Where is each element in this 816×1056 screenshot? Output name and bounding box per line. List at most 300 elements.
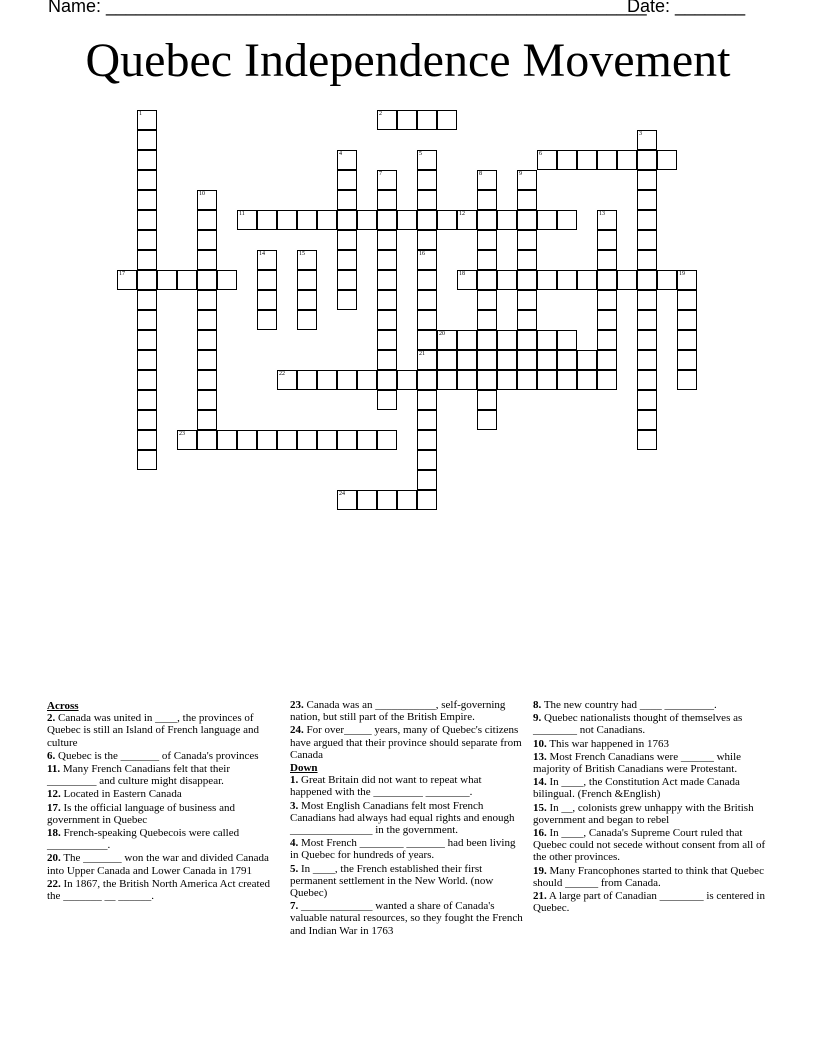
clue-number: 10: [199, 191, 205, 197]
clue-item-number: 19.: [533, 864, 547, 877]
clue-item-number: 15.: [533, 801, 547, 814]
grid-cell[interactable]: [597, 250, 617, 270]
clue-column-3: [533, 699, 767, 915]
grid-cell[interactable]: [337, 270, 357, 290]
grid-cell[interactable]: [677, 370, 697, 390]
clue-item-text: Located in Eastern Canada: [63, 788, 182, 801]
clue-item-text: Many Francophones started to think that Quebec should ______ from Canada.: [533, 864, 764, 889]
grid-cell[interactable]: [417, 150, 437, 170]
grid-cell[interactable]: [297, 270, 317, 290]
grid-cell[interactable]: [637, 330, 657, 350]
grid-cell[interactable]: [637, 230, 657, 250]
clue-number: 24: [339, 491, 345, 497]
grid-cell[interactable]: [137, 210, 157, 230]
grid-cell[interactable]: [217, 430, 237, 450]
grid-cell[interactable]: [417, 390, 437, 410]
grid-cell[interactable]: [477, 250, 497, 270]
grid-cell[interactable]: [517, 190, 537, 210]
clue-number: 2: [379, 111, 382, 117]
grid-cell[interactable]: [597, 210, 617, 230]
grid-cell[interactable]: [677, 310, 697, 330]
grid-cell[interactable]: [377, 270, 397, 290]
clue-item: [533, 712, 767, 736]
grid-cell[interactable]: [637, 150, 657, 170]
grid-cell[interactable]: [317, 370, 337, 390]
grid-cell[interactable]: [137, 230, 157, 250]
clue-number: 22: [279, 371, 285, 377]
grid-cell[interactable]: [617, 150, 637, 170]
grid-cell[interactable]: [637, 350, 657, 370]
grid-cell[interactable]: [137, 350, 157, 370]
clue-item-text: Canada was united in ____, the provinces of Quebec is still an Island of French language and culture: [47, 712, 259, 749]
grid-cell[interactable]: [377, 190, 397, 210]
clue-item: [47, 788, 281, 800]
grid-cell[interactable]: [257, 290, 277, 310]
grid-cell[interactable]: [377, 490, 397, 510]
grid-cell[interactable]: [337, 370, 357, 390]
grid-cell[interactable]: [417, 190, 437, 210]
grid-cell[interactable]: [477, 350, 497, 370]
grid-cell[interactable]: [577, 150, 597, 170]
grid-cell[interactable]: [417, 110, 437, 130]
grid-cell[interactable]: [197, 430, 217, 450]
grid-cell[interactable]: [457, 210, 477, 230]
grid-cell[interactable]: [457, 270, 477, 290]
grid-cell[interactable]: [237, 430, 257, 450]
grid-cell[interactable]: [197, 370, 217, 390]
grid-cell[interactable]: [437, 210, 457, 230]
grid-cell[interactable]: [597, 330, 617, 350]
grid-cell[interactable]: [637, 310, 657, 330]
grid-cell[interactable]: [537, 210, 557, 230]
clue-item-number: 3.: [290, 799, 299, 812]
grid-cell[interactable]: [557, 350, 577, 370]
grid-cell[interactable]: [317, 210, 337, 230]
grid-cell[interactable]: [637, 390, 657, 410]
grid-cell[interactable]: [537, 350, 557, 370]
grid-cell[interactable]: [197, 210, 217, 230]
clue-item: [290, 724, 524, 761]
name-field-label[interactable]: Name: ______________________________________________________: [48, 0, 647, 16]
grid-cell[interactable]: [137, 310, 157, 330]
grid-cell[interactable]: [257, 210, 277, 230]
clue-item: [47, 827, 281, 851]
clue-item: [290, 800, 524, 837]
grid-cell[interactable]: [417, 170, 437, 190]
clue-item: [47, 852, 281, 876]
grid-cell[interactable]: [197, 390, 217, 410]
grid-cell[interactable]: [417, 470, 437, 490]
clue-number: 3: [639, 131, 642, 137]
grid-cell[interactable]: [377, 370, 397, 390]
clue-item-number: 8.: [533, 699, 542, 711]
clue-item-text: French-speaking Quebecois were called ___________.: [47, 827, 240, 852]
grid-cell[interactable]: [197, 350, 217, 370]
grid-cell[interactable]: [237, 210, 257, 230]
grid-cell[interactable]: [457, 330, 477, 350]
grid-cell[interactable]: [397, 110, 417, 130]
clue-number: 20: [439, 331, 445, 337]
grid-cell[interactable]: [357, 430, 377, 450]
grid-cell[interactable]: [197, 310, 217, 330]
clue-item-text: For over_____ years, many of Quebec's citizens have argued that their province should separate from Canada: [290, 724, 522, 761]
grid-cell[interactable]: [517, 350, 537, 370]
grid-cell[interactable]: [357, 370, 377, 390]
clue-item: [533, 776, 767, 800]
grid-cell[interactable]: [377, 430, 397, 450]
grid-cell[interactable]: [337, 170, 357, 190]
grid-cell[interactable]: [297, 430, 317, 450]
clue-number: 15: [299, 251, 305, 257]
grid-cell[interactable]: [357, 210, 377, 230]
clue-item: [47, 763, 281, 787]
grid-cell[interactable]: [537, 370, 557, 390]
grid-cell[interactable]: [377, 330, 397, 350]
grid-cell[interactable]: [297, 250, 317, 270]
clue-item-text: Quebec nationalists thought of themselves as ________ not Canadians.: [533, 712, 743, 737]
grid-cell[interactable]: [417, 430, 437, 450]
grid-cell[interactable]: [597, 270, 617, 290]
grid-cell[interactable]: [417, 490, 437, 510]
clue-item-number: 11.: [47, 763, 61, 776]
clue-item: [47, 878, 281, 902]
grid-cell[interactable]: [617, 270, 637, 290]
clue-item-text: _____________ wanted a share of Canada's valuable natural resources, so they fought the French and Indian War in 1763: [290, 900, 523, 937]
clue-item-number: 24.: [290, 724, 304, 737]
grid-cell[interactable]: [337, 490, 357, 510]
grid-cell[interactable]: [137, 110, 157, 130]
grid-cell[interactable]: [597, 150, 617, 170]
clue-number: 13: [599, 211, 605, 217]
date-field-label[interactable]: Date: _______: [627, 0, 746, 16]
clue-item: [533, 802, 767, 826]
grid-cell[interactable]: [497, 370, 517, 390]
grid-cell[interactable]: [677, 350, 697, 370]
grid-cell[interactable]: [637, 370, 657, 390]
clue-item-text: In ____, Canada's Supreme Court ruled that Quebec could not secede without consent from all of the other provinces.: [533, 827, 766, 864]
grid-cell[interactable]: [417, 370, 437, 390]
grid-cell[interactable]: [657, 150, 677, 170]
grid-cell[interactable]: [337, 250, 357, 270]
grid-cell[interactable]: [497, 270, 517, 290]
clue-item-text: A large part of Canadian ________ is centered in Quebec.: [533, 890, 765, 915]
clue-number: 14: [259, 251, 265, 257]
grid-cell[interactable]: [477, 310, 497, 330]
grid-cell[interactable]: [457, 370, 477, 390]
grid-cell[interactable]: [417, 330, 437, 350]
grid-cell[interactable]: [577, 350, 597, 370]
clue-item: [290, 863, 524, 900]
grid-cell[interactable]: [517, 210, 537, 230]
grid-cell[interactable]: [517, 290, 537, 310]
grid-cell[interactable]: [577, 270, 597, 290]
grid-cell[interactable]: [137, 130, 157, 150]
grid-cell[interactable]: [337, 190, 357, 210]
clue-column-1: [47, 699, 281, 903]
grid-cell[interactable]: [177, 270, 197, 290]
grid-cell[interactable]: [537, 270, 557, 290]
grid-cell[interactable]: [257, 430, 277, 450]
grid-cell[interactable]: [597, 370, 617, 390]
clue-item: [533, 751, 767, 775]
grid-cell[interactable]: [397, 490, 417, 510]
grid-cell[interactable]: [417, 450, 437, 470]
grid-cell[interactable]: [137, 370, 157, 390]
clue-item-number: 1.: [290, 774, 299, 787]
clue-item-number: 2.: [47, 712, 56, 725]
grid-cell[interactable]: [377, 230, 397, 250]
grid-cell[interactable]: [477, 290, 497, 310]
grid-cell[interactable]: [377, 350, 397, 370]
clue-item-text: Is the official language of business and government in Quebec: [47, 801, 235, 826]
clue-number: 17: [119, 271, 125, 277]
grid-cell[interactable]: [417, 350, 437, 370]
grid-cell[interactable]: [257, 310, 277, 330]
grid-cell[interactable]: [637, 250, 657, 270]
clue-item-number: 16.: [533, 827, 547, 840]
clue-item: [290, 699, 524, 723]
grid-cell[interactable]: [637, 130, 657, 150]
clue-item-text: The new country had ____ _________.: [543, 699, 717, 711]
clue-item-number: 20.: [47, 852, 61, 865]
grid-cell[interactable]: [137, 250, 157, 270]
clue-item-number: 12.: [47, 788, 61, 801]
clue-item-number: 22.: [47, 877, 61, 890]
grid-cell[interactable]: [477, 370, 497, 390]
grid-cell[interactable]: [477, 330, 497, 350]
clue-item-number: 18.: [47, 827, 61, 840]
grid-cell[interactable]: [377, 250, 397, 270]
grid-cell[interactable]: [377, 210, 397, 230]
clue-number: 9: [519, 171, 522, 177]
grid-cell[interactable]: [637, 170, 657, 190]
clue-item-number: 17.: [47, 801, 61, 814]
grid-cell[interactable]: [597, 230, 617, 250]
clue-item-number: 23.: [290, 699, 304, 711]
clue-number: 18: [459, 271, 465, 277]
grid-cell[interactable]: [417, 250, 437, 270]
clue-item-text: This war happened in 1763: [549, 737, 670, 750]
clue-item-number: 6.: [47, 749, 56, 762]
clue-item-text: Most French Canadians were ______ while majority of British Canadians were Protestant.: [533, 750, 742, 776]
grid-cell[interactable]: [537, 150, 557, 170]
clue-item-number: 21.: [533, 890, 547, 903]
grid-cell[interactable]: [517, 310, 537, 330]
grid-cell[interactable]: [537, 330, 557, 350]
clue-item-number: 5.: [290, 862, 299, 875]
grid-cell[interactable]: [197, 230, 217, 250]
clue-number: 5: [419, 151, 422, 157]
grid-cell[interactable]: [197, 270, 217, 290]
grid-cell[interactable]: [477, 230, 497, 250]
grid-cell[interactable]: [217, 270, 237, 290]
grid-cell[interactable]: [517, 330, 537, 350]
clue-item-text: Canada was an ___________, self-governing nation, but still part of the British Empire.: [290, 699, 506, 724]
grid-cell[interactable]: [277, 370, 297, 390]
grid-cell[interactable]: [657, 270, 677, 290]
clue-number: 8: [479, 171, 482, 177]
grid-cell[interactable]: [417, 230, 437, 250]
clue-item: [533, 827, 767, 864]
grid-cell[interactable]: [497, 210, 517, 230]
clue-number: 23: [179, 431, 185, 437]
grid-cell[interactable]: [197, 330, 217, 350]
grid-cell[interactable]: [557, 270, 577, 290]
grid-cell[interactable]: [437, 330, 457, 350]
grid-cell[interactable]: [377, 110, 397, 130]
grid-cell[interactable]: [137, 190, 157, 210]
clue-item: [533, 738, 767, 750]
clue-number: 11: [239, 211, 245, 217]
grid-cell[interactable]: [257, 270, 277, 290]
grid-cell[interactable]: [437, 370, 457, 390]
grid-cell[interactable]: [517, 170, 537, 190]
grid-cell[interactable]: [577, 370, 597, 390]
grid-cell[interactable]: [197, 250, 217, 270]
grid-cell[interactable]: [597, 350, 617, 370]
grid-cell[interactable]: [637, 270, 657, 290]
clue-item: [290, 837, 524, 861]
clue-item: [290, 900, 524, 937]
grid-cell[interactable]: [677, 330, 697, 350]
clue-item-number: 10.: [533, 737, 547, 750]
grid-cell[interactable]: [377, 310, 397, 330]
clue-item: [47, 712, 281, 749]
clue-column-2: [290, 699, 524, 938]
clue-item-number: 4.: [290, 837, 299, 850]
grid-cell[interactable]: [477, 190, 497, 210]
grid-cell[interactable]: [557, 150, 577, 170]
grid-cell[interactable]: [477, 410, 497, 430]
grid-cell[interactable]: [417, 210, 437, 230]
grid-cell[interactable]: [397, 210, 417, 230]
clue-number: 7: [379, 171, 382, 177]
page-title: Quebec Independence Movement: [85, 34, 731, 87]
grid-cell[interactable]: [177, 430, 197, 450]
grid-cell[interactable]: [517, 270, 537, 290]
clue-number: 16: [419, 251, 425, 257]
grid-cell[interactable]: [417, 310, 437, 330]
grid-cell[interactable]: [637, 290, 657, 310]
grid-cell[interactable]: [337, 290, 357, 310]
clue-item-text: In 1867, the British North America Act created the _______ __ ______.: [47, 877, 270, 903]
grid-cell[interactable]: [477, 270, 497, 290]
section-heading: Across: [47, 700, 79, 712]
grid-cell[interactable]: [337, 230, 357, 250]
grid-cell[interactable]: [517, 370, 537, 390]
grid-cell[interactable]: [137, 170, 157, 190]
grid-cell[interactable]: [517, 230, 537, 250]
clue-item-text: In ____, the French established their first permanent settlement in the New World. (now Quebec): [290, 862, 494, 900]
grid-cell[interactable]: [117, 270, 137, 290]
clue-item: [533, 890, 767, 914]
clue-item-text: Great Britain did not want to repeat what happened with the _________ ________.: [290, 774, 482, 799]
grid-cell[interactable]: [297, 370, 317, 390]
grid-cell[interactable]: [377, 170, 397, 190]
grid-cell[interactable]: [377, 290, 397, 310]
clue-item-text: Most French ________ _______ had been living in Quebec for hundreds of years.: [290, 837, 516, 862]
grid-cell[interactable]: [637, 410, 657, 430]
grid-cell[interactable]: [677, 290, 697, 310]
clue-item-text: Many French Canadians felt that their _________ and culture might disappear.: [47, 763, 230, 788]
grid-cell[interactable]: [277, 210, 297, 230]
grid-cell[interactable]: [137, 390, 157, 410]
grid-cell[interactable]: [357, 490, 377, 510]
grid-cell[interactable]: [137, 430, 157, 450]
grid-cell[interactable]: [477, 210, 497, 230]
grid-cell[interactable]: [137, 270, 157, 290]
clue-item-text: Quebec is the _______ of Canada's provinces: [58, 749, 259, 762]
grid-cell[interactable]: [677, 270, 697, 290]
grid-cell[interactable]: [137, 150, 157, 170]
grid-cell[interactable]: [497, 350, 517, 370]
grid-cell[interactable]: [417, 290, 437, 310]
grid-cell[interactable]: [457, 350, 477, 370]
grid-cell[interactable]: [297, 290, 317, 310]
grid-cell[interactable]: [437, 350, 457, 370]
grid-cell[interactable]: [197, 410, 217, 430]
grid-cell[interactable]: [317, 430, 337, 450]
grid-cell[interactable]: [197, 290, 217, 310]
grid-cell[interactable]: [477, 170, 497, 190]
clue-number: 12: [459, 211, 465, 217]
grid-cell[interactable]: [637, 190, 657, 210]
grid-cell[interactable]: [597, 290, 617, 310]
grid-cell[interactable]: [417, 410, 437, 430]
grid-cell[interactable]: [337, 430, 357, 450]
grid-cell[interactable]: [297, 210, 317, 230]
grid-cell[interactable]: [377, 390, 397, 410]
grid-cell[interactable]: [197, 190, 217, 210]
grid-cell[interactable]: [497, 330, 517, 350]
grid-cell[interactable]: [517, 250, 537, 270]
grid-cell[interactable]: [557, 210, 577, 230]
grid-cell[interactable]: [257, 250, 277, 270]
grid-cell[interactable]: [297, 310, 317, 330]
grid-cell[interactable]: [557, 370, 577, 390]
section-heading: Down: [290, 762, 318, 775]
grid-cell[interactable]: [137, 410, 157, 430]
clue-number: 19: [679, 271, 685, 277]
clue-item-text: Most English Canadians felt most French Canadians had always had equal rights and enough _______________ in the government.: [290, 799, 515, 837]
grid-cell[interactable]: [157, 270, 177, 290]
clue-item-text: The _______ won the war and divided Canada into Upper Canada and Lower Canada in 1791: [47, 852, 269, 877]
grid-cell[interactable]: [137, 330, 157, 350]
clue-item: [290, 774, 524, 798]
grid-cell[interactable]: [437, 110, 457, 130]
clue-number: 4: [339, 151, 342, 157]
clue-item: [533, 865, 767, 889]
grid-cell[interactable]: [637, 430, 657, 450]
grid-cell[interactable]: [137, 450, 157, 470]
grid-cell[interactable]: [277, 430, 297, 450]
grid-cell[interactable]: [417, 270, 437, 290]
grid-cell[interactable]: [477, 390, 497, 410]
clue-item-text: In ____, the Constitution Act made Canada bilingual. (French &English): [533, 776, 740, 801]
grid-cell[interactable]: [337, 210, 357, 230]
grid-cell[interactable]: [397, 370, 417, 390]
clue-item: [47, 750, 281, 762]
clue-item-number: 13.: [533, 750, 547, 763]
grid-cell[interactable]: [337, 150, 357, 170]
grid-cell[interactable]: [137, 290, 157, 310]
grid-cell[interactable]: [637, 210, 657, 230]
grid-cell[interactable]: [597, 310, 617, 330]
grid-cell[interactable]: [557, 330, 577, 350]
clue-item-text: In __, colonists grew unhappy with the British government and began to rebel: [533, 801, 754, 826]
clue-item: [533, 699, 767, 711]
clue-number: 6: [539, 151, 542, 157]
